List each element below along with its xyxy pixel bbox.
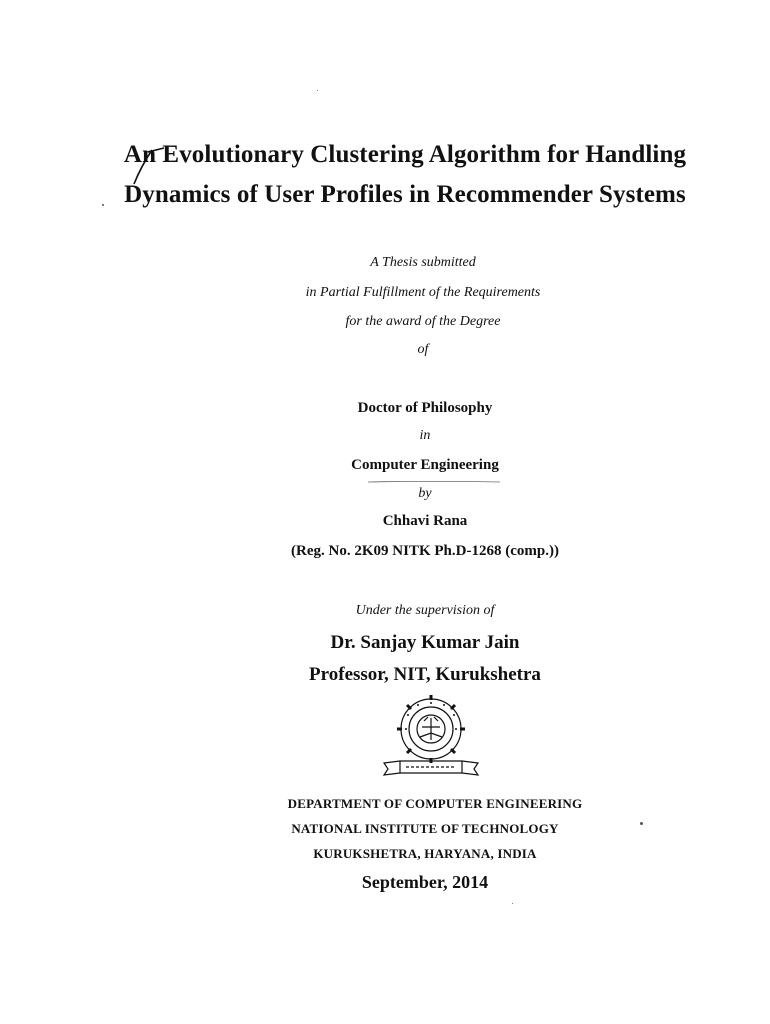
supervisor-title: Professor, NIT, Kurukshetra [309,664,541,685]
department-name: DEPARTMENT OF COMPUTER ENGINEERING [287,796,583,811]
submission-date: September, 2014 [361,872,489,892]
institute-seal-logo [378,691,484,777]
thesis-title-line-1: An Evolutionary Clustering Algorithm for Handling [123,141,687,168]
degree-in: in [419,428,431,443]
degree-name: Doctor of Philosophy [357,400,493,416]
thesis-title-line-2: Dynamics of User Profiles in Recommender Systems [124,181,686,208]
submission-line-1: A Thesis submitted [370,255,476,270]
supervision-label: Under the supervision of [355,603,495,618]
handwritten-underline [368,481,500,483]
institute-name: NATIONAL INSTITUTE OF TECHNOLOGY [291,821,559,836]
author-name: Chhavi Rana [382,513,468,529]
scan-speck [102,204,104,206]
submission-line-2: in Partial Fulfillment of the Requirements [305,285,541,300]
author-registration: (Reg. No. 2K09 NITK Ph.D-1268 (comp.)) [291,543,559,559]
scan-speck [317,90,318,91]
supervisor-name: Dr. Sanjay Kumar Jain [330,632,520,653]
institute-location: KURUKSHETRA, HARYANA, INDIA [313,846,537,861]
scan-speck [512,903,513,904]
submission-line-4: of [417,342,429,357]
submission-line-3: for the award of the Degree [345,314,501,329]
degree-by: by [418,486,432,501]
scan-speck [640,822,643,825]
degree-field: Computer Engineering [351,457,499,473]
